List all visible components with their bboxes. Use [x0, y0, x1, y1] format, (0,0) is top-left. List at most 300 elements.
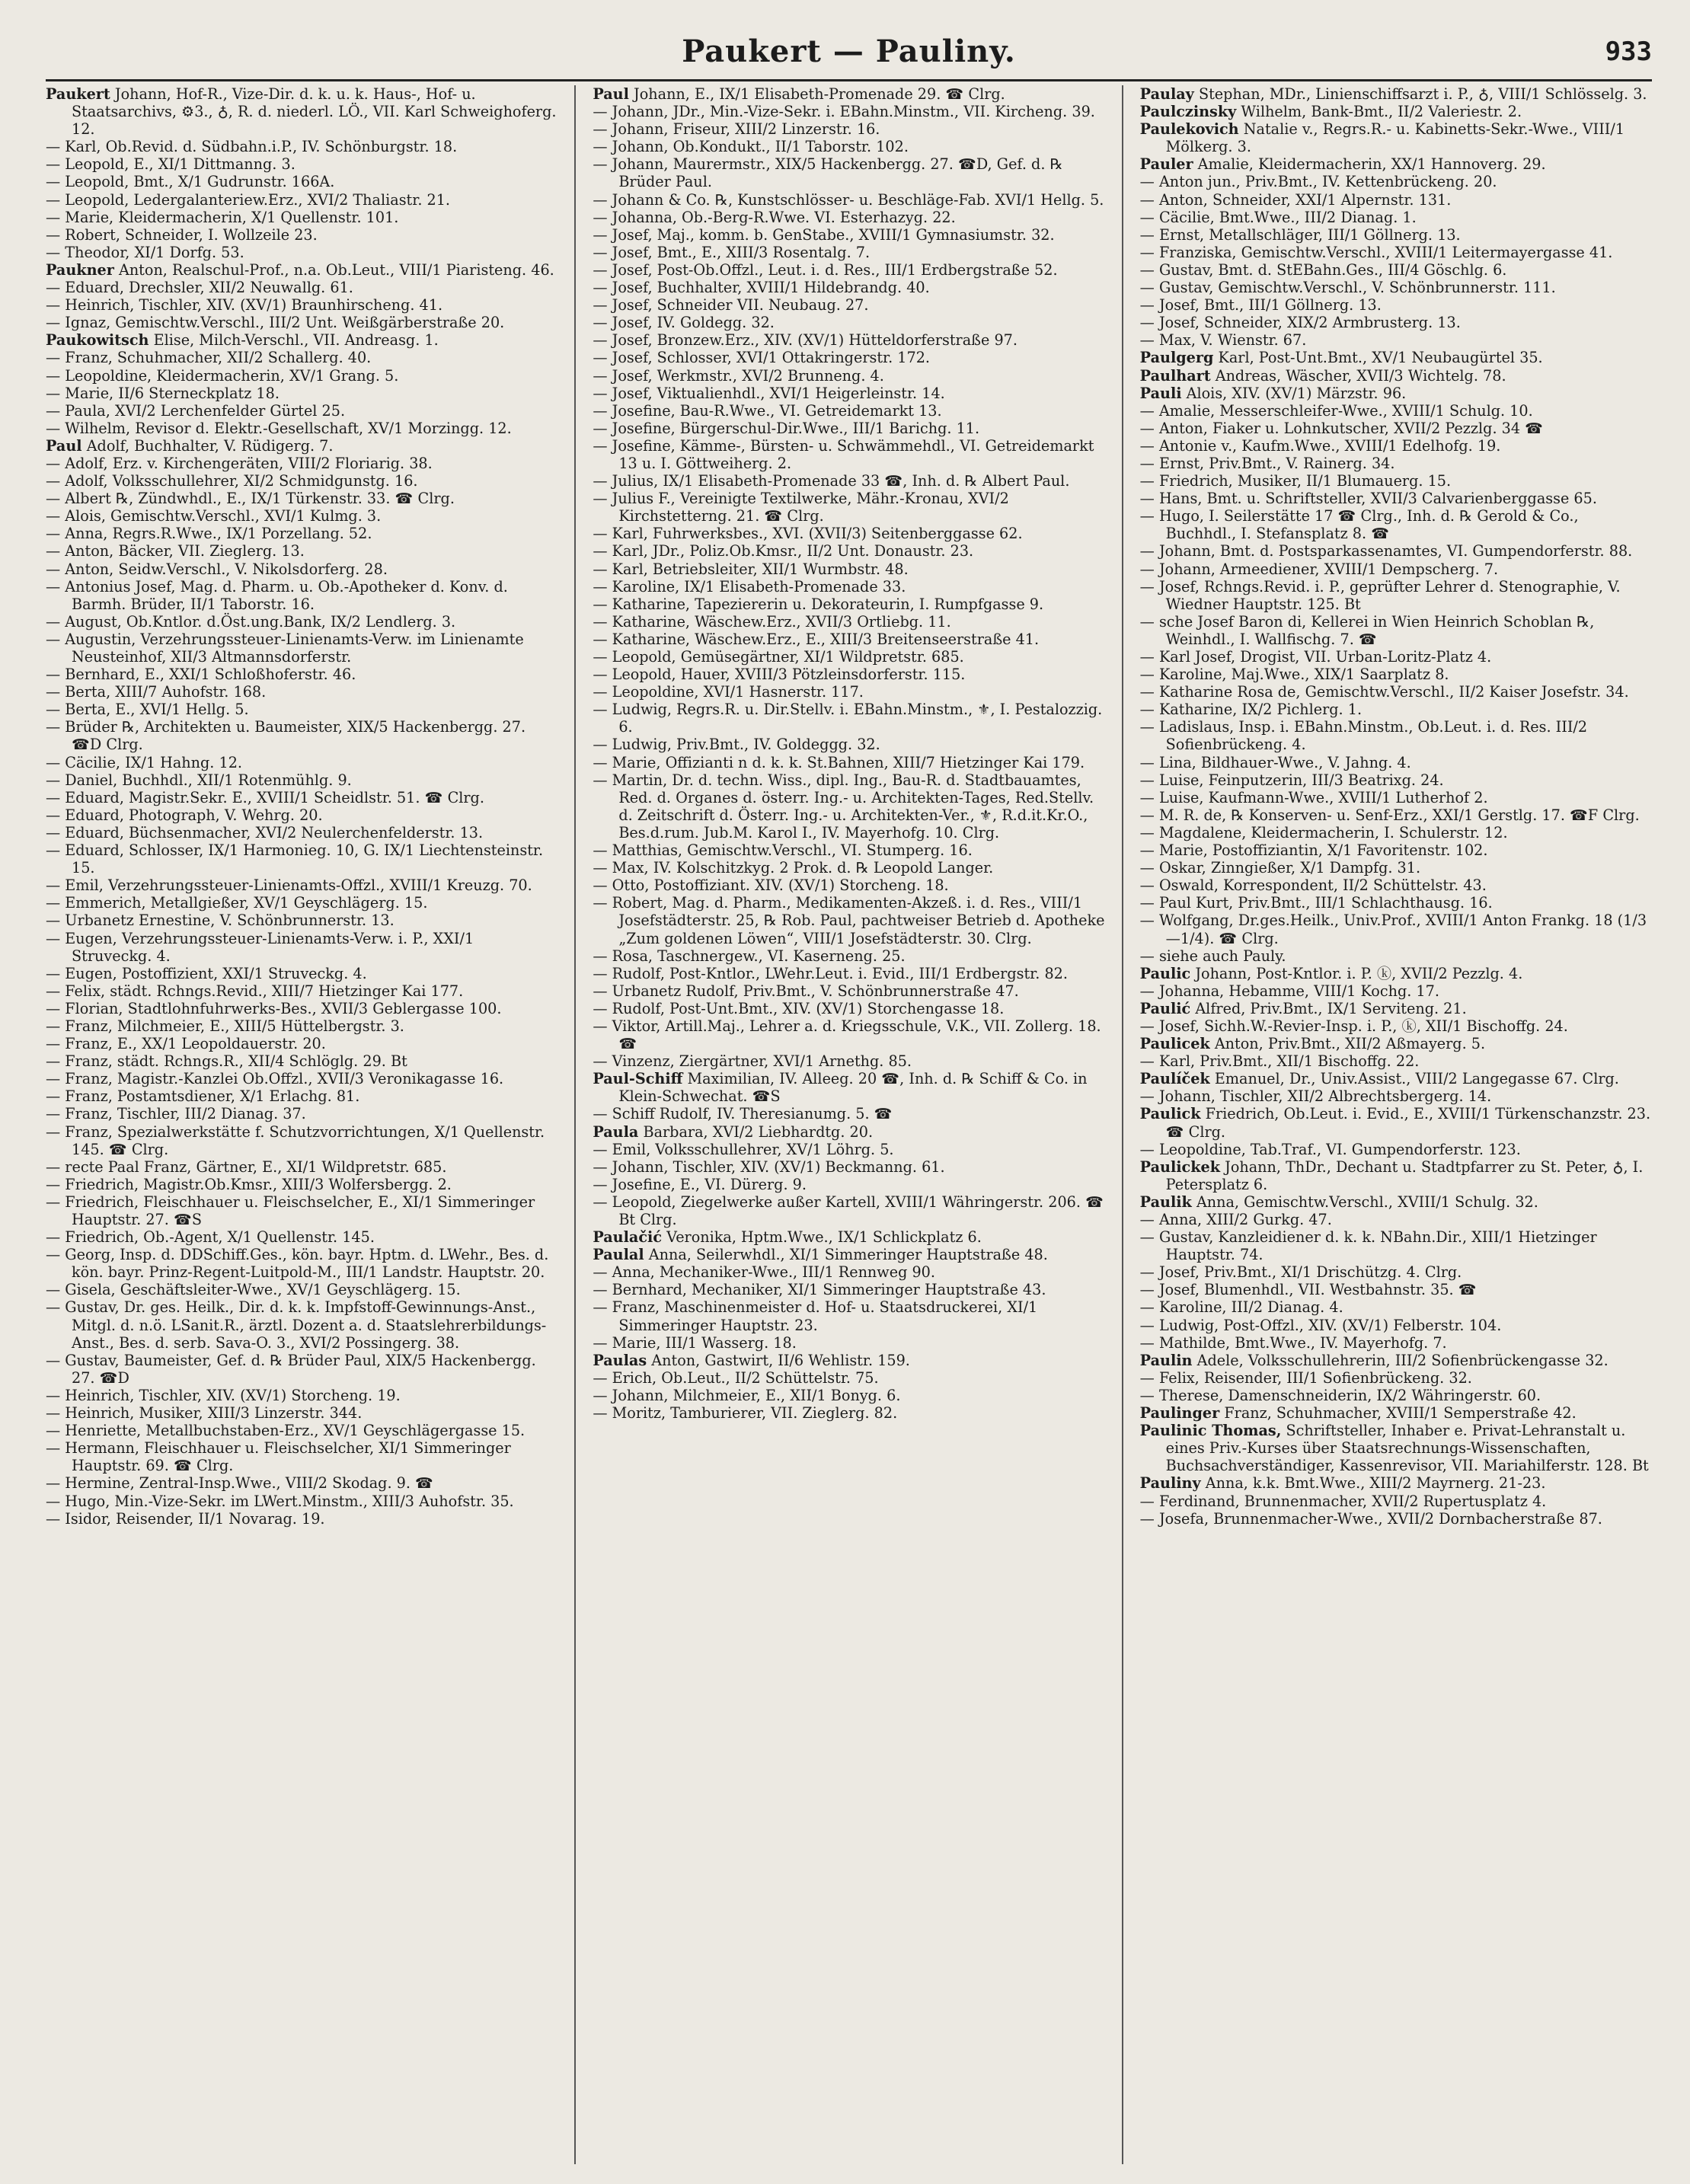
entry-surname: Paulik [1139, 1193, 1192, 1211]
directory-entry [1140, 666, 1652, 683]
directory-entry [1140, 648, 1652, 666]
directory-entry [46, 1422, 557, 1439]
entry-text: — Katharine, IX/2 Pichlerg. 1. [1140, 701, 1362, 718]
directory-entry [1140, 1317, 1652, 1334]
directory-entry [593, 1158, 1104, 1176]
directory-entry [1140, 701, 1652, 718]
entry-text: — Ludwig, Priv.Bmt., IV. Goldeggg. 32. [593, 736, 880, 753]
entry-text: — Anna, Mechaniker-Wwe., III/1 Rennweg 90. [593, 1263, 935, 1281]
directory-entry [46, 965, 557, 982]
directory-entry [1140, 1474, 1652, 1492]
entry-text: Johann, Hof-R., Vize-Dir. d. k. u. k. Haus-, Hof- u. Staatsarchivs, ⚙3., ♁, R. d. niederl. LÖ., VII. Karl Schweighoferg. 12. [72, 85, 557, 139]
entry-surname: Paukert [46, 85, 110, 103]
directory-entry [1140, 385, 1652, 402]
entry-text: — Karl Josef, Drogist, VII. Urban-Loritz-Platz 4. [1140, 648, 1492, 666]
entry-text: — Amalie, Messerschleifer-Wwe., XVIII/1 Schulg. 10. [1140, 402, 1533, 420]
entry-text: — Hermine, Zentral-Insp.Wwe., VIII/2 Skodag. 9. ☎ [46, 1474, 433, 1492]
entry-text: — siehe auch Pauly. [1140, 947, 1286, 965]
entry-text: — Friedrich, Magistr.Ob.Kmsr., XIII/3 Wolfersbergg. 2. [46, 1176, 452, 1193]
directory-entry [46, 1352, 557, 1387]
entry-text: — Therese, Damenschneiderin, IX/2 Währingerstr. 60. [1140, 1387, 1541, 1404]
entry-text: — Karoline, Maj.Wwe., XIX/1 Saarplatz 8. [1140, 666, 1449, 683]
directory-entry [1140, 1017, 1652, 1035]
entry-text: — Anna, XIII/2 Gurkg. 47. [1140, 1211, 1332, 1228]
directory-entry [46, 472, 557, 490]
directory-entry [1140, 560, 1652, 578]
entry-text: — Josef, Bmt., III/1 Göllnerg. 13. [1140, 296, 1382, 314]
directory-entry [593, 191, 1104, 209]
entry-text: — Emmerich, Metallgießer, XV/1 Geyschlägerg. 15. [46, 894, 427, 912]
entry-text: — Henriette, Metallbuchstaben-Erz., XV/1 Geyschlägergasse 15. [46, 1422, 525, 1439]
directory-entry [593, 1281, 1104, 1298]
entry-text: — Heinrich, Tischler, XIV. (XV/1) Storcheng. 19. [46, 1387, 401, 1404]
entry-text: — Max, V. Wienstr. 67. [1140, 331, 1307, 349]
directory-entry [593, 279, 1104, 296]
entry-text: — Emil, Verzehrungssteuer-Linienamts-Offzl., XVIII/1 Kreuzg. 70. [46, 876, 532, 894]
directory-entry [593, 1404, 1104, 1422]
entry-text: — Hermann, Fleischhauer u. Fleischselcher, XI/1 Simmeringer Hauptstr. 69. ☎ Clrg. [46, 1439, 511, 1474]
directory-entry [593, 209, 1104, 226]
entry-text: — Johann, Armeediener, XVIII/1 Dempscherg. 7. [1140, 560, 1498, 578]
entry-text: — Ludwig, Post-Offzl., XIV. (XV/1) Felberstr. 104. [1140, 1317, 1502, 1334]
entry-text: Anna, Gemischtw.Verschl., XVIII/1 Schulg. 32. [1196, 1193, 1538, 1211]
directory-entry [1140, 455, 1652, 472]
entry-text: — Augustin, Verzehrungssteuer-Linienamts-Verw. im Linienamte Neusteinhof, XII/3 Altmannsdorferstr. [46, 631, 524, 666]
directory-entry [1140, 349, 1652, 366]
entry-text: — Katharine, Wäschew.Erz., E., XIII/3 Breitenseerstraße 41. [593, 631, 1039, 648]
entry-text: — Schiff Rudolf, IV. Theresianumg. 5. ☎ [593, 1105, 892, 1122]
directory-entry [1140, 806, 1652, 824]
entry-text: — Gustav, Gemischtw.Verschl., V. Schönbrunnerstr. 111. [1140, 279, 1556, 296]
entry-text: Anna, k.k. Bmt.Wwe., XIII/2 Mayrnerg. 21-23. [1205, 1474, 1546, 1493]
entry-text: — Moritz, Tamburierer, VII. Zieglerg. 82. [593, 1404, 897, 1422]
directory-entry [46, 718, 557, 753]
entry-text: — Rosa, Taschnergew., VI. Kaserneng. 25. [593, 947, 905, 965]
directory-entry [1140, 420, 1652, 437]
entry-text: — Ernst, Priv.Bmt., V. Rainerg. 34. [1140, 455, 1395, 472]
entry-text: Veronika, Hptm.Wwe., IX/1 Schlickplatz 6. [666, 1228, 982, 1247]
directory-entry [46, 1474, 557, 1492]
entry-surname: Paulic [1139, 964, 1191, 982]
entry-text: — Leopoldine, XVI/1 Hasnerstr. 117. [593, 683, 864, 701]
directory-entry [46, 279, 557, 296]
entry-text: — Josef, Bronzew.Erz., XIV. (XV/1) Hütteldorferstraße 97. [593, 331, 1018, 349]
directory-entry [46, 1070, 557, 1087]
directory-entry [46, 331, 557, 349]
column-3 [1140, 85, 1652, 2164]
entry-text: — Oskar, Zinngießer, X/1 Dampfg. 31. [1140, 859, 1420, 876]
entry-text: — Matthias, Gemischtw.Verschl., VI. Stumperg. 16. [593, 841, 973, 859]
page-header [46, 34, 1652, 79]
directory-entry [593, 1052, 1104, 1070]
directory-entry [1140, 718, 1652, 753]
entry-text: — Leopoldine, Tab.Traf., VI. Gumpendorferstr. 123. [1140, 1141, 1521, 1158]
directory-entry [46, 455, 557, 472]
entry-text: — Daniel, Buchhdl., XII/1 Rotenmühlg. 9. [46, 771, 352, 789]
entry-text: — Katharine, Wäschew.Erz., XVII/3 Ortliebg. 11. [593, 613, 950, 631]
directory-entry [593, 683, 1104, 701]
directory-entry [593, 1017, 1104, 1052]
directory-entry [46, 666, 557, 683]
directory-entry [46, 701, 557, 718]
entry-surname: Paul [593, 85, 629, 103]
directory-entry [46, 1493, 557, 1510]
entry-text: — Franz, Magistr.-Kanzlei Ob.Offzl., XVII/3 Veronikagasse 16. [46, 1070, 503, 1087]
entry-text: — Eduard, Drechsler, XII/2 Neuwallg. 61. [46, 279, 353, 296]
directory-entry [593, 1369, 1104, 1387]
directory-entry [593, 1246, 1104, 1263]
directory-entry [593, 1105, 1104, 1122]
entry-text: Johann, ThDr., Dechant u. Stadtpfarrer zu St. Peter, ♁, I. Petersplatz 6. [1165, 1157, 1644, 1193]
entry-text: — Josef, Werkmstr., XVI/2 Brunneng. 4. [593, 367, 884, 385]
entry-text: — Johann, Milchmeier, E., XII/1 Bonyg. 6. [593, 1387, 900, 1404]
directory-entry [593, 1193, 1104, 1228]
entry-text: — Leopold, Gemüsegärtner, XI/1 Wildpretstr. 685. [593, 648, 963, 666]
directory-entry [593, 965, 1104, 982]
directory-entry [593, 666, 1104, 683]
entry-text: — Leopold, Ziegelwerke außer Kartell, XVIII/1 Währingerstr. 206. ☎ Bt Clrg. [593, 1193, 1104, 1228]
entry-text: — Franz, Spezialwerkstätte f. Schutzvorrichtungen, X/1 Quellenstr. 145. ☎ Clrg. [46, 1123, 545, 1158]
entry-text: Alfred, Priv.Bmt., IX/1 Serviteng. 21. [1195, 999, 1467, 1017]
entry-text: — Ladislaus, Insp. i. EBahn.Minstm., Ob.Leut. i. d. Res. III/2 Sofienbrückeng. 4. [1140, 718, 1587, 753]
entry-text: — Hugo, Min.-Vize-Sekr. im LWert.Minstm., XIII/3 Auhofstr. 35. [46, 1493, 514, 1510]
entry-text: — Katharine, Tapeziererin u. Dekorateurin, I. Rumpfgasse 9. [593, 595, 1043, 613]
entry-text: — Josef, Viktualienhdl., XVI/1 Heigerleinstr. 14. [593, 385, 944, 402]
directory-entry [593, 296, 1104, 314]
entry-surname: Paulgerg [1139, 349, 1214, 367]
directory-entry [1140, 490, 1652, 507]
entry-text: Andreas, Wäscher, XVII/3 Wichtelg. 78. [1215, 366, 1506, 385]
entry-text: — Franz, Maschinenmeister d. Hof- u. Staatsdruckerei, XI/1 Simmeringer Hauptstr. 23. [593, 1298, 1037, 1333]
directory-entry [593, 701, 1104, 736]
entry-text: — Josefine, Bau-R.Wwe., VI. Getreidemarkt 13. [593, 402, 941, 420]
directory-entry [593, 385, 1104, 402]
entry-text: — Martin, Dr. d. techn. Wiss., dipl. Ing., Bau-R. d. Stadtbauamtes, Red. d. Organes d. österr. Ing.- u. Architekten-Tages, Red.Stellv. d. Zeitschrift d. Österr. Ing.- u. Architekten-Ver., ⚜, R.d.it.Kr.O., Bes.d.rum. Jub.M. Karol I., IV. Mayerhofg. 10. Clrg. [593, 771, 1094, 841]
entry-text: — Karl, Ob.Revid. d. Südbahn.i.P., IV. Schönburgstr. 18. [46, 138, 457, 155]
entry-text: — Gustav, Bmt. d. StEBahn.Ges., III/4 Göschlg. 6. [1140, 261, 1507, 279]
directory-entry [1140, 1387, 1652, 1404]
directory-entry [1140, 472, 1652, 490]
entry-text: — Josefa, Brunnenmacher-Wwe., XVII/2 Dornbacherstraße 87. [1140, 1510, 1602, 1528]
entry-text: — Eduard, Photograph, V. Wehrg. 20. [46, 806, 323, 824]
entry-text: — Julius, IX/1 Elisabeth-Promenade 33 ☎, Inh. d. ℞ Albert Paul. [593, 472, 1069, 490]
directory-entry [593, 490, 1104, 525]
directory-entry [46, 1246, 557, 1281]
directory-entry [46, 578, 557, 613]
entry-text: Maximilian, IV. Alleeg. 20 ☎, Inh. d. ℞ Schiff & Co. in Klein-Schwechat. ☎S [618, 1070, 1088, 1106]
entry-text: — Brüder ℞, Architekten u. Baumeister, XIX/5 Hackenbergg. 27. ☎D Clrg. [46, 718, 526, 753]
directory-entry [46, 525, 557, 542]
entry-surname: Paulinger [1139, 1404, 1220, 1422]
directory-entry [593, 982, 1104, 1000]
entry-text: Johann, Post-Kntlor. i. P. ⓚ, XVII/2 Pezzlg. 4. [1195, 964, 1523, 982]
entry-surname: Paulickek [1139, 1157, 1221, 1176]
directory-entry [46, 1387, 557, 1404]
entry-surname: Paulay [1139, 85, 1194, 103]
entry-text: — Franz, E., XX/1 Leopoldauerstr. 20. [46, 1035, 326, 1052]
entry-text: — Josef, Schneider VII. Neubaug. 27. [593, 296, 868, 314]
entry-text: — Marie, Postoffiziantin, X/1 Favoritenstr. 102. [1140, 841, 1488, 859]
directory-entry [593, 331, 1104, 349]
entry-text: Emanuel, Dr., Univ.Assist., VIII/2 Langegasse 67. Clrg. [1214, 1070, 1619, 1088]
directory-entry [46, 771, 557, 789]
directory-entry [46, 806, 557, 824]
directory-entry [1140, 754, 1652, 771]
directory-entry [593, 437, 1104, 472]
directory-entry [1140, 1228, 1652, 1263]
directory-entry [1140, 85, 1652, 103]
directory-entry [593, 155, 1104, 190]
directory-entry [1140, 894, 1652, 912]
entry-text: — Antonius Josef, Mag. d. Pharm. u. Ob.-Apotheker d. Konv. d. Barmh. Brüder, II/1 Taborstr. 16. [46, 578, 508, 613]
entry-text: — M. R. de, ℞ Konserven- u. Senf-Erz., XXI/1 Gerstlg. 17. ☎F Clrg. [1140, 806, 1640, 824]
directory-entry [1140, 613, 1652, 648]
directory-entry [46, 420, 557, 437]
entry-text: — Heinrich, Tischler, XIV. (XV/1) Braunhirscheng. 41. [46, 296, 442, 314]
directory-entry [46, 402, 557, 420]
entry-text: — Franz, Postamtsdiener, X/1 Erlachg. 81. [46, 1087, 359, 1105]
directory-entry [1140, 120, 1652, 155]
directory-entry [46, 1017, 557, 1035]
entry-surname: Paulinic Thomas, [1139, 1422, 1282, 1440]
entry-text: — Johann, Maurermstr., XIX/5 Hackenbergg. 27. ☎D, Gef. d. ℞ Brüder Paul. [593, 155, 1062, 190]
column-2 [593, 85, 1104, 2164]
entry-text: — Josef, Sichh.W.-Revier-Insp. i. P., ⓚ, XII/1 Bischoffg. 24. [1140, 1017, 1568, 1035]
directory-entry [1140, 244, 1652, 261]
directory-entry [1140, 912, 1652, 947]
entry-text: — Florian, Stadtlohnfuhrwerks-Bes., XVII/3 Geblergasse 100. [46, 1000, 501, 1017]
entry-text: Wilhelm, Bank-Bmt., II/2 Valeriestr. 2. [1241, 103, 1522, 121]
page-number: 933 [1605, 37, 1652, 67]
entry-text: — Anton, Seidw.Verschl., V. Nikolsdorferg. 28. [46, 560, 388, 578]
directory-entry [1140, 771, 1652, 789]
directory-entry [1140, 507, 1652, 542]
entry-text: — Rudolf, Post-Unt.Bmt., XIV. (XV/1) Storchengasse 18. [593, 1000, 1004, 1017]
entry-text: — Luise, Kaufmann-Wwe., XVIII/1 Lutherhof 2. [1140, 789, 1488, 806]
directory-entry [46, 894, 557, 912]
entry-text: — Vinzenz, Ziergärtner, XVI/1 Arnethg. 85. [593, 1052, 912, 1070]
directory-entry [593, 1228, 1104, 1246]
entry-text: — Alois, Gemischtw.Verschl., XVI/1 Kulmg. 3. [46, 507, 381, 525]
entry-text: — Felix, städt. Rchngs.Revid., XIII/7 Hietzinger Kai 177. [46, 982, 463, 1000]
directory-entry [46, 560, 557, 578]
directory-entry [1140, 1141, 1652, 1158]
directory-entry [46, 385, 557, 402]
directory-entry [46, 367, 557, 385]
directory-entry [1140, 1263, 1652, 1281]
entry-surname: Paulekovich [1139, 120, 1239, 139]
directory-entry [593, 771, 1104, 841]
directory-entry [46, 930, 557, 965]
directory-entry [593, 402, 1104, 420]
entry-surname: Paulicek [1139, 1035, 1210, 1053]
entry-text: — Viktor, Artill.Maj., Lehrer a. d. Kriegsschule, V.K., VII. Zollerg. 18. ☎ [593, 1017, 1101, 1052]
entry-text: — Josef, IV. Goldegg. 32. [593, 314, 775, 331]
entry-text: — Leopold, Hauer, XVIII/3 Pötzleinsdorferstr. 115. [593, 666, 965, 683]
directory-entry [46, 349, 557, 366]
directory-entry [46, 85, 557, 138]
entry-surname: Paulas [593, 1351, 647, 1369]
entry-text: — Julius F., Vereinigte Textilwerke, Mähr.-Kronau, XVI/2 Kirchstetterng. 21. ☎ Clrg. [593, 490, 1008, 525]
directory-entry [46, 912, 557, 929]
directory-entry [46, 437, 557, 455]
entry-text: — Gustav, Kanzleidiener d. k. k. NBahn.Dir., XIII/1 Hietzinger Hauptstr. 74. [1140, 1228, 1597, 1263]
directory-entry [1140, 1510, 1652, 1528]
entry-text: — Eduard, Büchsenmacher, XVI/2 Neulerchenfelderstr. 13. [46, 824, 483, 841]
directory-entry [593, 1176, 1104, 1193]
directory-entry [593, 103, 1104, 120]
entry-text: — Otto, Postoffiziant. XIV. (XV/1) Storcheng. 18. [593, 876, 948, 894]
directory-entry [1140, 1211, 1652, 1228]
directory-entry [1140, 982, 1652, 1000]
entry-text: — Ludwig, Regrs.R. u. Dir.Stellv. i. EBahn.Minstm., ⚜, I. Pestalozzig. 6. [593, 701, 1102, 736]
directory-entry [1140, 437, 1652, 455]
directory-entry [1140, 1334, 1652, 1352]
columns [46, 85, 1652, 2164]
entry-text: — Leopold, Ledergalanteriew.Erz., XVI/2 Thaliastr. 21. [46, 191, 450, 209]
entry-text: — Albert ℞, Zündwhdl., E., IX/1 Türkenstr. 33. ☎ Clrg. [46, 490, 455, 507]
entry-text: — Josef, Post-Ob.Offzl., Leut. i. d. Res., III/1 Erdbergstraße 52. [593, 261, 1057, 279]
directory-entry [46, 542, 557, 560]
entry-text: — Josefine, Kämme-, Bürsten- u. Schwämmehdl., VI. Getreidemarkt 13 u. I. Göttweiherg. 2. [593, 437, 1094, 472]
column-divider [1122, 85, 1123, 2164]
directory-entry [1140, 841, 1652, 859]
entry-surname: Paukner [46, 260, 114, 279]
directory-entry [46, 754, 557, 771]
directory-entry [593, 1070, 1104, 1105]
entry-text: — Max, IV. Kolschitzkyg. 2 Prok. d. ℞ Leopold Langer. [593, 859, 993, 876]
entry-text: — Eduard, Magistr.Sekr. E., XVIII/1 Scheidlstr. 51. ☎ Clrg. [46, 789, 484, 806]
entry-text: — Adolf, Volksschullehrer, XI/2 Schmidgunstg. 16. [46, 472, 418, 490]
entry-surname: Paukowitsch [46, 331, 149, 350]
directory-entry [1140, 1404, 1652, 1422]
directory-entry [46, 1298, 557, 1351]
entry-text: — Anton jun., Priv.Bmt., IV. Kettenbrückeng. 20. [1140, 173, 1497, 190]
entry-text: Schriftsteller, Inhaber e. Privat-Lehranstalt u. eines Priv.-Kurses über Staatsrechnungs-Wissenschaften, Buchsachverständiger, Kassenrevisor, VII. Mariahilferstr. 128. Bt [1165, 1422, 1649, 1475]
entry-text: Karl, Post-Unt.Bmt., XV/1 Neubaugürtel 35. [1218, 349, 1543, 367]
directory-entry [1140, 1087, 1652, 1105]
entry-text: — Franz, Milchmeier, E., XIII/5 Hüttelbergstr. 3. [46, 1017, 404, 1035]
directory-entry [46, 1123, 557, 1158]
entry-text: — Franz, Schuhmacher, XII/2 Schallerg. 40. [46, 349, 371, 366]
entry-text: — Josef, Buchhalter, XVIII/1 Hildebrandg. 40. [593, 279, 929, 296]
directory-entry [1140, 1193, 1652, 1211]
entry-text: — Robert, Mag. d. Pharm., Medikamenten-Akzeß. i. d. Res., VIII/1 Josefstädterstr. 25, ℞ Rob. Paul, pachtweiser Betrieb d. Apotheke „Zum goldenen Löwen“, VIII/1 Josefstädterstr. 30. Clrg. [593, 894, 1104, 947]
entry-text: — Isidor, Reisender, II/1 Novarag. 19. [46, 1510, 325, 1528]
entry-surname: Paulačić [593, 1228, 662, 1247]
entry-text: — Bernhard, E., XXI/1 Schloßhoferstr. 46. [46, 666, 356, 683]
directory-entry [46, 1105, 557, 1122]
directory-entry [46, 1193, 557, 1228]
directory-entry [1140, 947, 1652, 965]
entry-surname: Paulíček [1139, 1070, 1210, 1088]
directory-entry [1140, 1352, 1652, 1369]
entry-text: — Johann, Bmt. d. Postsparkassenamtes, VI. Gumpendorferstr. 88. [1140, 542, 1633, 560]
entry-text: — Eduard, Schlosser, IX/1 Harmonieg. 10, G. IX/1 Liechtensteinstr. 15. [46, 841, 543, 876]
directory-entry [593, 472, 1104, 490]
directory-entry [1140, 578, 1652, 613]
entry-text: Franz, Schuhmacher, XVIII/1 Semperstraße 42. [1224, 1404, 1577, 1422]
entry-text: — Leopoldine, Kleidermacherin, XV/1 Grang. 5. [46, 367, 398, 385]
directory-entry [593, 1352, 1104, 1369]
entry-text: — Theodor, XI/1 Dorfg. 53. [46, 244, 244, 261]
directory-entry [46, 613, 557, 631]
entry-text: Adolf, Buchhalter, V. Rüdigerg. 7. [86, 436, 334, 455]
directory-entry [1140, 103, 1652, 120]
entry-text: — Josefine, Bürgerschul-Dir.Wwe., III/1 Barichg. 11. [593, 420, 979, 437]
directory-entry [46, 683, 557, 701]
entry-text: — Ignaz, Gemischtw.Verschl., III/2 Unt. Weißgärberstraße 20. [46, 314, 504, 331]
entry-text: — Josef, Priv.Bmt., XI/1 Drischützg. 4. Clrg. [1140, 1263, 1462, 1281]
entry-text: — Rudolf, Post-Kntlor., LWehr.Leut. i. Evid., III/1 Erdbergstr. 82. [593, 965, 1068, 982]
directory-entry [593, 314, 1104, 331]
directory-entry [593, 859, 1104, 876]
directory-entry [593, 595, 1104, 613]
entry-text: — Anton, Bäcker, VII. Zieglerg. 13. [46, 542, 305, 560]
entry-text: — Johann, JDr., Min.-Vize-Sekr. i. EBahn.Minstm., VII. Kircheng. 39. [593, 103, 1095, 120]
directory-entry [1140, 824, 1652, 841]
entry-text: — Marie, II/6 Sterneckplatz 18. [46, 385, 280, 402]
entry-text: — Felix, Reisender, III/1 Sofienbrückeng. 32. [1140, 1369, 1472, 1387]
directory-entry [1140, 1105, 1652, 1140]
directory-entry [1140, 1035, 1652, 1052]
entry-text: Natalie v., Regrs.R.- u. Kabinetts-Sekr.-Wwe., VIII/1 Mölkerg. 3. [1165, 120, 1625, 156]
entry-text: — Johann, Friseur, XIII/2 Linzerstr. 16. [593, 120, 880, 138]
entry-text: — Oswald, Korrespondent, II/2 Schüttelstr. 43. [1140, 876, 1487, 894]
directory-entry [46, 138, 557, 155]
entry-text: — Eugen, Verzehrungssteuer-Linienamts-Verw. i. P., XXI/1 Struveckg. 4. [46, 930, 474, 965]
directory-entry [1140, 296, 1652, 314]
directory-entry [593, 841, 1104, 859]
directory-entry [593, 420, 1104, 437]
directory-entry [1140, 789, 1652, 806]
entry-text: Stephan, MDr., Linienschiffsarzt i. P., ♁, VIII/1 Schlösselg. 3. [1198, 85, 1647, 103]
entry-text: Alois, XIV. (XV/1) Märzstr. 96. [1186, 384, 1407, 402]
directory-entry [46, 1035, 557, 1052]
entry-text: — Katharine Rosa de, Gemischtw.Verschl., II/2 Kaiser Josefstr. 34. [1140, 683, 1629, 701]
entry-text: — Johanna, Hebamme, VIII/1 Kochg. 17. [1140, 982, 1439, 1000]
entry-text: — Franz, Tischler, III/2 Dianag. 37. [46, 1105, 306, 1122]
directory-entry [593, 244, 1104, 261]
directory-entry [46, 876, 557, 894]
directory-entry [1140, 1493, 1652, 1510]
directory-entry [593, 1141, 1104, 1158]
directory-entry [46, 1087, 557, 1105]
directory-entry [1140, 331, 1652, 349]
directory-entry [1140, 314, 1652, 331]
entry-text: — Franz, städt. Rchngs.R., XII/4 Schlöglg. 29. Bt [46, 1052, 407, 1070]
directory-entry [1140, 155, 1652, 173]
entry-text: Amalie, Kleidermacherin, XX/1 Hannoverg. 29. [1197, 155, 1546, 174]
directory-entry [46, 209, 557, 226]
directory-entry [1140, 279, 1652, 296]
directory-entry [593, 367, 1104, 385]
entry-text: Anton, Priv.Bmt., XII/2 Aßmayerg. 5. [1214, 1035, 1486, 1053]
entry-surname: Paulal [593, 1246, 644, 1264]
directory-entry [1140, 261, 1652, 279]
entry-text: Anton, Gastwirt, II/6 Wehlistr. 159. [651, 1351, 910, 1369]
entry-text: — Georg, Insp. d. DDSchiff.Ges., kön. bayr. Hptm. d. LWehr., Bes. d. kön. bayr. Prinz-Regent-Luitpold-M., III/1 Landstr. Hauptstr. 20. [46, 1246, 548, 1281]
directory-entry [46, 296, 557, 314]
directory-entry [46, 261, 557, 279]
directory-entry [46, 982, 557, 1000]
directory-entry [593, 894, 1104, 947]
directory-entry [46, 173, 557, 190]
directory-entry [46, 1439, 557, 1474]
entry-text: — Berta, XIII/7 Auhofstr. 168. [46, 683, 266, 701]
directory-entry [593, 947, 1104, 965]
entry-text: — Marie, Offizianti n d. k. k. St.Bahnen, XIII/7 Hietzinger Kai 179. [593, 754, 1085, 771]
